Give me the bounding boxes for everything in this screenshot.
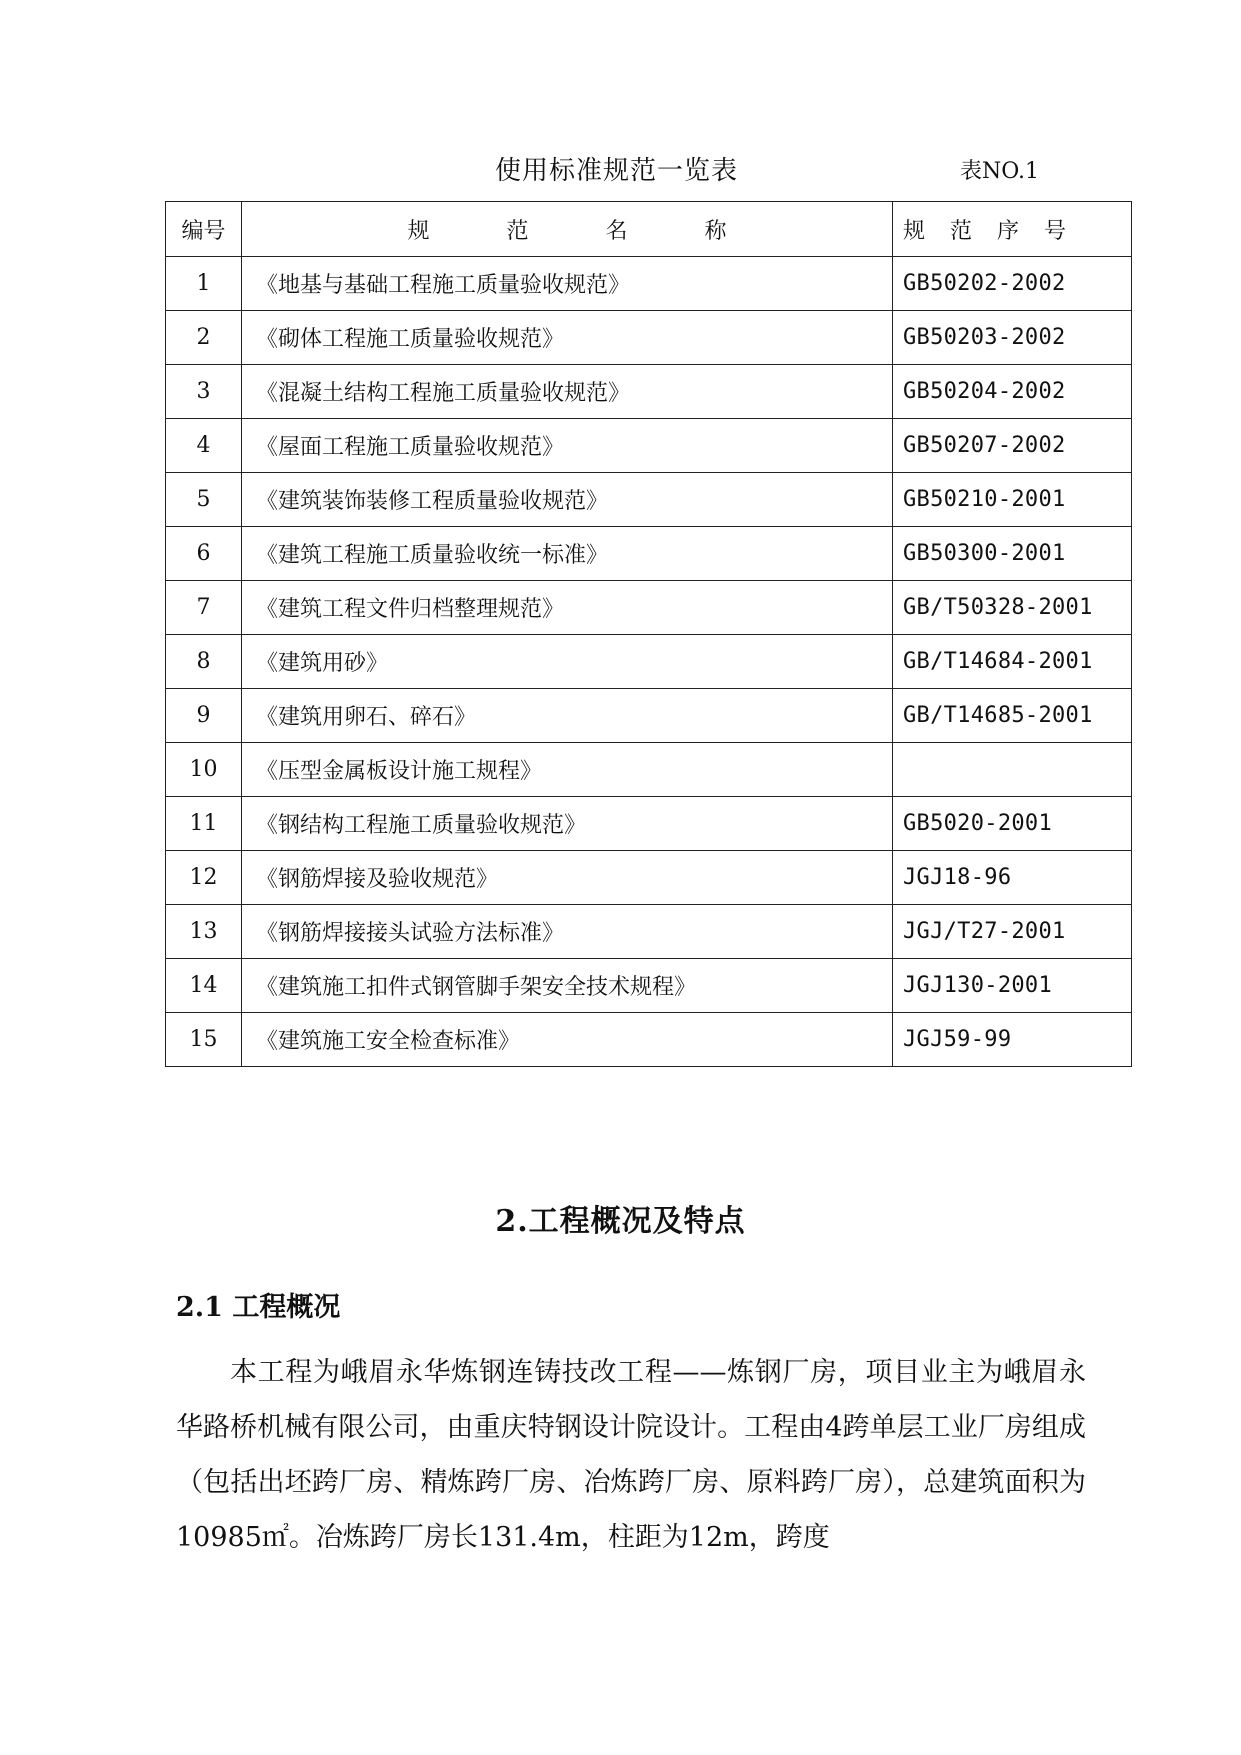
document-title: 使用标准规范一览表 bbox=[495, 156, 739, 186]
row-number: 14 bbox=[166, 959, 242, 1013]
table-row bbox=[166, 635, 1132, 689]
row-standard-name: 《压型金属板设计施工规程》 bbox=[242, 743, 893, 797]
row-standard-code: JGJ59-99 bbox=[893, 1013, 1132, 1067]
row-standard-name: 《建筑工程文件归档整理规范》 bbox=[242, 581, 893, 635]
table-row bbox=[166, 365, 1132, 419]
row-standard-code: GB50210-2001 bbox=[893, 473, 1132, 527]
row-standard-name: 《钢筋焊接接头试验方法标准》 bbox=[242, 905, 893, 959]
row-number: 15 bbox=[166, 1013, 242, 1067]
table-header-row bbox=[166, 202, 1132, 257]
table-row bbox=[166, 311, 1132, 365]
table-row bbox=[166, 581, 1132, 635]
row-standard-code: GB/T14684-2001 bbox=[893, 635, 1132, 689]
table-number: 表NO.1 bbox=[960, 159, 1039, 184]
row-number: 12 bbox=[166, 851, 242, 905]
row-standard-code: GB50203-2002 bbox=[893, 311, 1132, 365]
row-standard-code: GB/T50328-2001 bbox=[893, 581, 1132, 635]
table-row bbox=[166, 851, 1132, 905]
header-name: 规 范 名 称 bbox=[242, 202, 893, 257]
row-standard-code: GB50202-2002 bbox=[893, 257, 1132, 311]
row-number: 4 bbox=[166, 419, 242, 473]
title-row bbox=[165, 150, 1130, 190]
header-no: 编号 bbox=[166, 202, 242, 257]
row-standard-name: 《混凝土结构工程施工质量验收规范》 bbox=[242, 365, 893, 419]
row-standard-name: 《屋面工程施工质量验收规范》 bbox=[242, 419, 893, 473]
row-number: 5 bbox=[166, 473, 242, 527]
row-standard-name: 《建筑施工安全检查标准》 bbox=[242, 1013, 893, 1067]
table-row bbox=[166, 527, 1132, 581]
table-row bbox=[166, 1013, 1132, 1067]
row-number: 13 bbox=[166, 905, 242, 959]
row-standard-name: 《钢结构工程施工质量验收规范》 bbox=[242, 797, 893, 851]
row-standard-code: GB50300-2001 bbox=[893, 527, 1132, 581]
row-number: 8 bbox=[166, 635, 242, 689]
overview-paragraph: 本工程为峨眉永华炼钢连铸技改工程——炼钢厂房，项目业主为峨眉永华路桥机械有限公司，由重庆特钢设计院设计。工程由4跨单层工业厂房组成（包括出坯跨厂房、精炼跨厂房、冶炼跨厂房、原料跨厂房），总建筑面积为10985㎡。冶炼跨厂房长131.4m，柱距为12m，跨度 bbox=[176, 1357, 1086, 1553]
table-row bbox=[166, 797, 1132, 851]
row-number: 2 bbox=[166, 311, 242, 365]
table-row bbox=[166, 743, 1132, 797]
row-standard-name: 《建筑装饰装修工程质量验收规范》 bbox=[242, 473, 893, 527]
row-standard-code: JGJ18-96 bbox=[893, 851, 1132, 905]
row-number: 6 bbox=[166, 527, 242, 581]
row-standard-name: 《建筑用砂》 bbox=[242, 635, 893, 689]
row-number: 11 bbox=[166, 797, 242, 851]
row-standard-code: GB5020-2001 bbox=[893, 797, 1132, 851]
row-number: 7 bbox=[166, 581, 242, 635]
table-row bbox=[166, 257, 1132, 311]
row-standard-name: 《建筑工程施工质量验收统一标准》 bbox=[242, 527, 893, 581]
row-standard-name: 《钢筋焊接及验收规范》 bbox=[242, 851, 893, 905]
row-standard-code: GB50204-2002 bbox=[893, 365, 1132, 419]
table-row bbox=[166, 689, 1132, 743]
row-standard-name: 《地基与基础工程施工质量验收规范》 bbox=[242, 257, 893, 311]
subsection-title: 2.1 工程概况 bbox=[176, 1292, 341, 1323]
standards-table bbox=[165, 201, 1132, 1067]
row-standard-code: JGJ/T27-2001 bbox=[893, 905, 1132, 959]
row-standard-code: GB50207-2002 bbox=[893, 419, 1132, 473]
row-standard-code: JGJ130-2001 bbox=[893, 959, 1132, 1013]
row-standard-name: 《建筑施工扣件式钢管脚手架安全技术规程》 bbox=[242, 959, 893, 1013]
section-title: 2.工程概况及特点 bbox=[495, 1204, 746, 1239]
header-code: 规 范 序 号 bbox=[893, 202, 1132, 257]
table-row bbox=[166, 473, 1132, 527]
row-standard-name: 《建筑用卵石、碎石》 bbox=[242, 689, 893, 743]
row-standard-name: 《砌体工程施工质量验收规范》 bbox=[242, 311, 893, 365]
row-standard-code: GB/T14685-2001 bbox=[893, 689, 1132, 743]
table-row bbox=[166, 419, 1132, 473]
table-row bbox=[166, 905, 1132, 959]
table-body bbox=[166, 257, 1132, 1067]
row-number: 1 bbox=[166, 257, 242, 311]
row-number: 10 bbox=[166, 743, 242, 797]
row-number: 3 bbox=[166, 365, 242, 419]
row-standard-code bbox=[893, 743, 1132, 797]
row-number: 9 bbox=[166, 689, 242, 743]
table-row bbox=[166, 959, 1132, 1013]
